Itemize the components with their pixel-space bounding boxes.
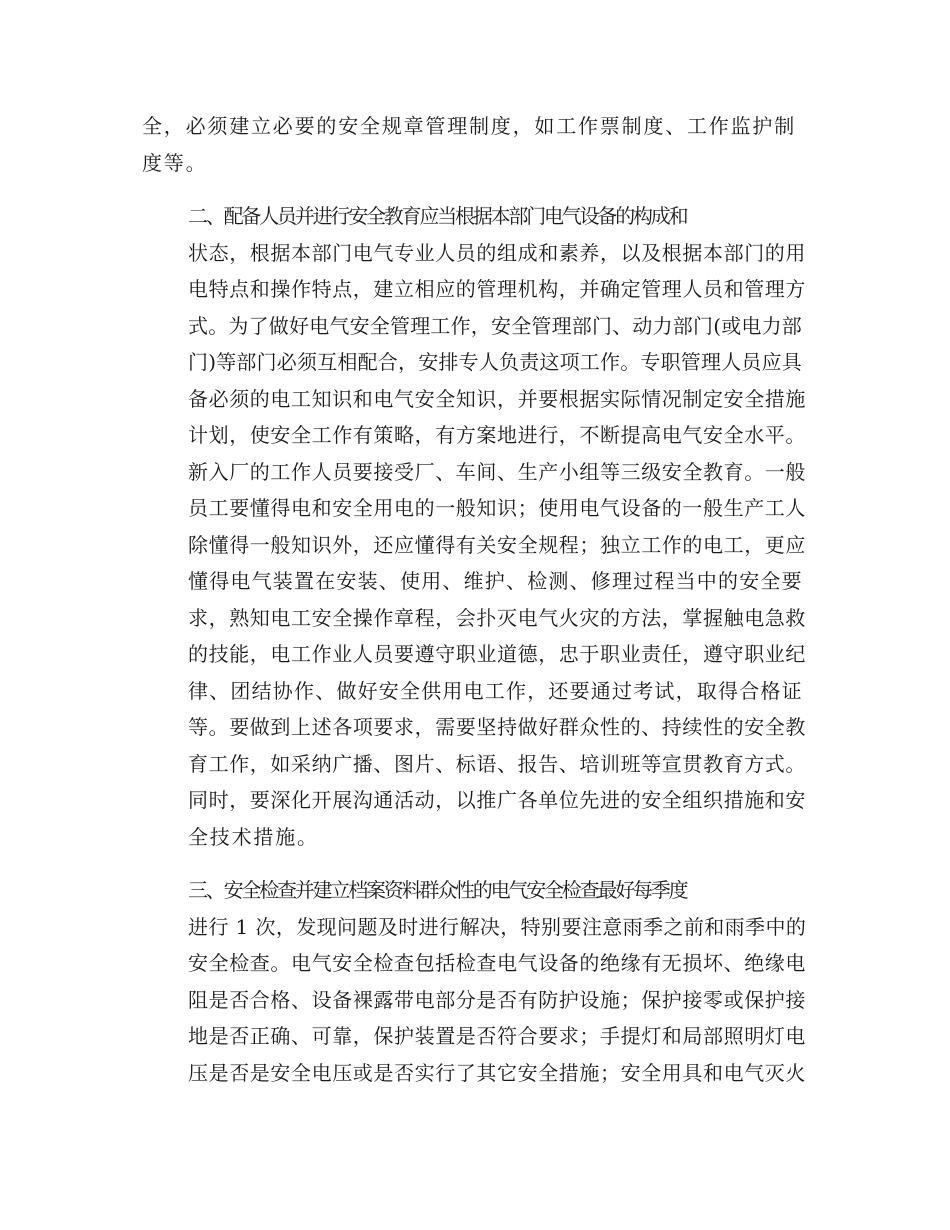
text-line: 二、配备人员并进行安全教育应当根据本部门电气设备的构成和 xyxy=(188,204,687,228)
paragraph-1 xyxy=(142,108,807,181)
text-line: 式。为了做好电气安全管理工作，安全管理部门、动力部门(或电力部 xyxy=(188,313,803,338)
text-line: 除懂得一般知识外，还应懂得有关安全规程；独立工作的电工，更应 xyxy=(188,532,806,557)
text-line: 员工要懂得电和安全用电的一般知识；使用电气设备的一般生产工人 xyxy=(188,496,806,520)
paragraph-2 xyxy=(142,198,807,855)
text-line: 三、安全检查并建立档案资料群众性的电气安全检查最好每季度 xyxy=(188,878,687,902)
document-body xyxy=(142,108,807,1108)
paragraph-3 xyxy=(142,872,807,1091)
text-line: 等。要做到上述各项要求，需要坚持做好群众性的、持续性的安全教 xyxy=(188,715,806,739)
text-line: 度等。 xyxy=(142,150,208,175)
text-line: 安全检查。电气安全检查包括检查电气设备的绝缘有无损坏、绝缘电 xyxy=(188,951,806,975)
text-line: 地是否正确、可靠，保护装置是否符合要求；手提灯和局部照明灯电 xyxy=(188,1024,806,1048)
text-line: 进行 1 次，发现问题及时进行解决，特别要注意雨季之前和雨季中的 xyxy=(188,914,807,939)
text-line: 状态，根据本部门电气专业人员的组成和素养，以及根据本部门的用 xyxy=(188,240,806,265)
text-line: 育工作，如采纳广播、图片、标语、报告、培训班等宣贯教育方式。 xyxy=(188,751,806,776)
text-line: 备必须的电工知识和电气安全知识，并要根据实际情况制定安全措施 xyxy=(188,386,806,411)
text-line: 的技能，电工作业人员要遵守职业道德，忠于职业责任，遵守职业纪 xyxy=(188,642,806,666)
text-line: 同时，要深化开展沟通活动，以推广各单位先进的安全组织措施和安 xyxy=(188,788,806,812)
text-line: 求，熟知电工安全操作章程，会扑灭电气火灾的方法，掌握触电急救 xyxy=(188,605,806,630)
text-line: 阻是否合格、设备裸露带电部分是否有防护设施；保护接零或保护接 xyxy=(188,987,806,1012)
text-line: 全，必须建立必要的安全规章管理制度，如工作票制度、工作监护制 xyxy=(142,114,796,138)
text-line: 电特点和操作特点，建立相应的管理机构，并确定管理人员和管理方 xyxy=(188,277,806,301)
text-line: 全技术措施。 xyxy=(188,824,319,849)
text-line: 新入厂的工作人员要接受厂、车间、生产小组等三级安全教育。一般 xyxy=(188,459,806,484)
text-line: 计划，使安全工作有策略，有方案地进行，不断提高电气安全水平。 xyxy=(188,423,806,447)
text-line: 律、团结协作、做好安全供用电工作，还要通过考试，取得合格证 xyxy=(188,678,803,703)
text-line: 懂得电气装置在安装、使用、维护、检测、修理过程当中的安全要 xyxy=(188,569,803,593)
text-line: 压是否是安全电压或是否实行了其它安全措施；安全用具和电气灭火 xyxy=(188,1060,806,1085)
text-line: 门)等部门必须互相配合，安排专人负责这项工作。专职管理人员应具 xyxy=(188,350,803,374)
